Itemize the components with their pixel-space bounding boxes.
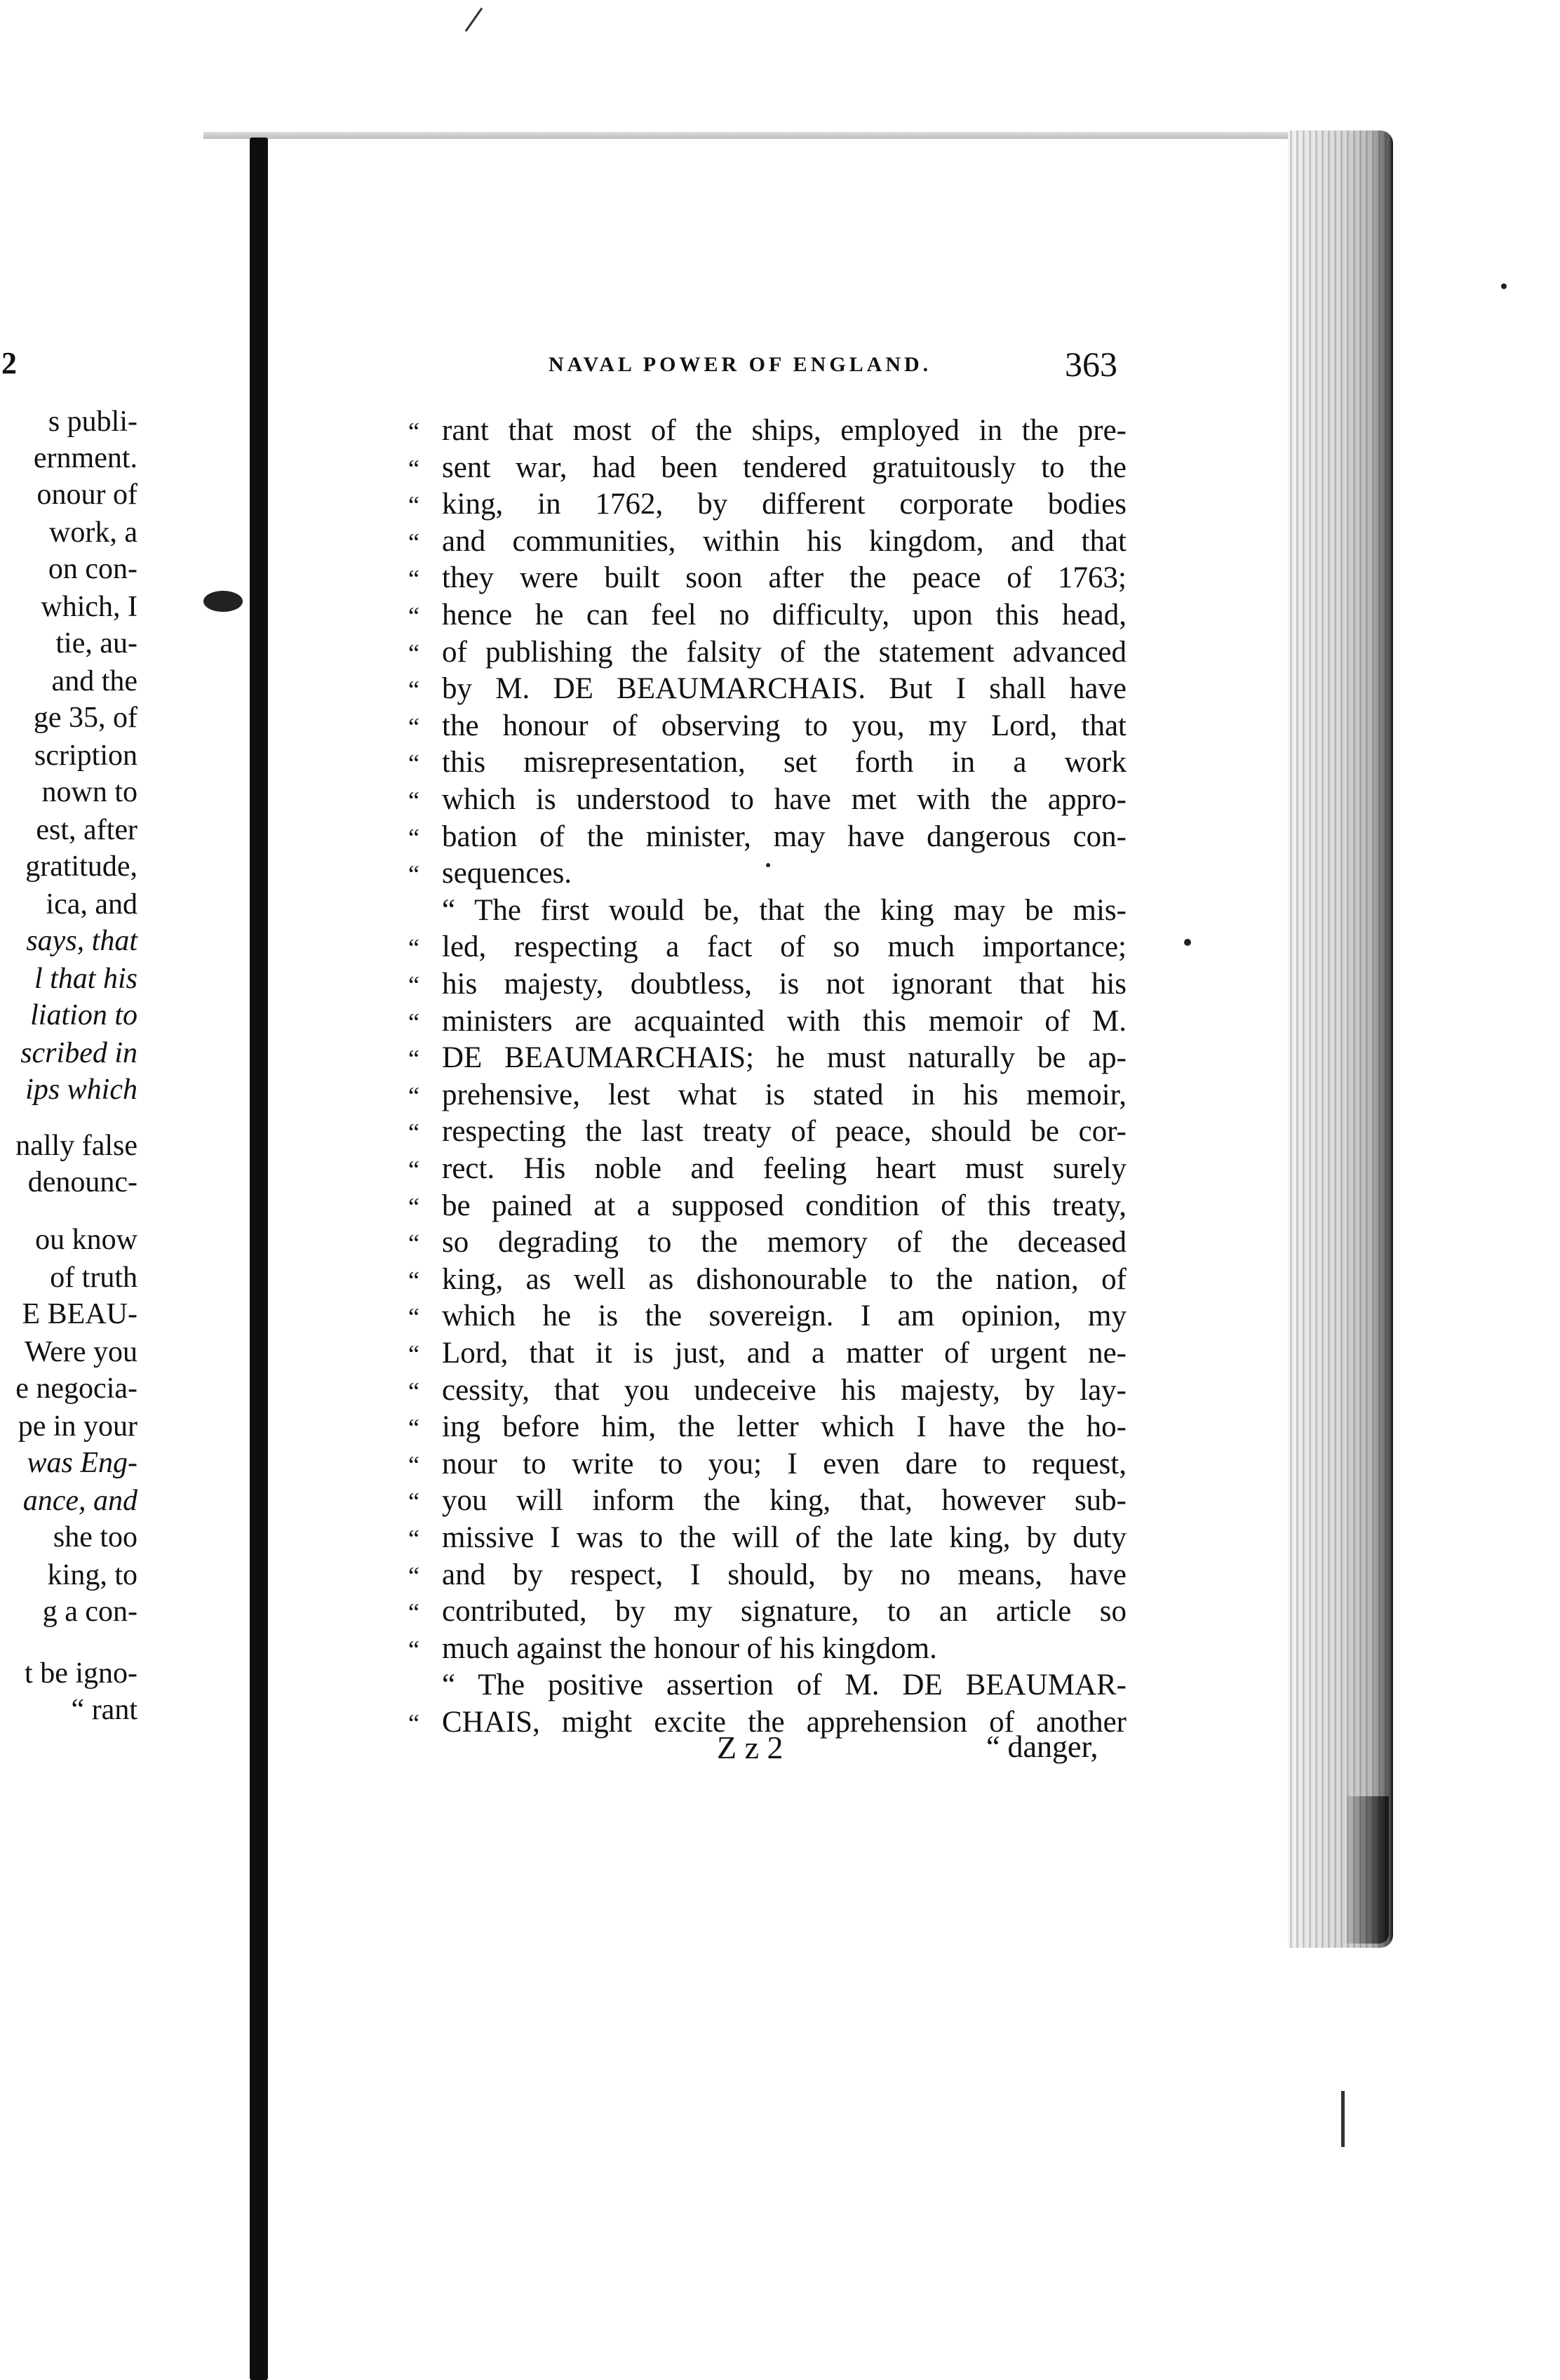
- quote-mark: “: [408, 455, 419, 483]
- body-line-text: sequences.: [442, 857, 572, 890]
- ink-speck: [1184, 939, 1191, 946]
- quote-mark: “: [408, 1340, 419, 1368]
- quote-mark: “: [408, 528, 419, 556]
- gutter-spine-shadow: [250, 138, 268, 2380]
- left-page-line: denounc-: [27, 1166, 137, 1198]
- body-line: [408, 1338, 1127, 1368]
- body-line-text: king, as well as dishonourable to the nation, of: [442, 1263, 1127, 1296]
- quote-mark: “: [408, 1082, 419, 1110]
- body-line-text: “ The positive assertion of M. DE BEAUMAR-: [442, 1669, 1127, 1702]
- body-line: [408, 1375, 1127, 1405]
- body-line-text: which he is the sovereign. I am opinion, my: [442, 1299, 1127, 1332]
- quote-mark: “: [408, 491, 419, 519]
- body-line-text: Lord, that it is just, and a matter of urgent ne-: [442, 1337, 1127, 1370]
- quote-mark: “: [408, 1266, 419, 1295]
- body-line-text: and communities, within his kingdom, and that: [442, 525, 1127, 558]
- left-page-line: t be igno-: [25, 1657, 137, 1690]
- body-line-text: sent war, had been tendered gratuitously to the: [442, 451, 1127, 484]
- left-page-line: on con-: [48, 553, 137, 585]
- left-page-line: she too: [53, 1521, 137, 1553]
- left-page-line: work, a: [49, 516, 137, 549]
- left-page-line: ica, and: [46, 888, 137, 921]
- left-page-line: of truth: [50, 1262, 137, 1294]
- quote-mark: “: [408, 1118, 419, 1146]
- quote-mark: “: [408, 1229, 419, 1257]
- quote-mark: “: [408, 934, 419, 962]
- body-line: [408, 1301, 1127, 1331]
- body-line-text: nour to write to you; I even dare to request,: [442, 1448, 1127, 1480]
- quote-mark: “: [408, 1156, 419, 1184]
- body-line-text: much against the honour of his kingdom.: [442, 1632, 937, 1665]
- left-page-line: gratitude,: [25, 850, 137, 883]
- body-line-text: ing before him, the letter which I have the ho-: [442, 1410, 1127, 1443]
- body-line: [408, 1670, 1127, 1700]
- body-line-text: ministers are acquainted with this memoir of M.: [442, 1005, 1127, 1038]
- body-line: [408, 969, 1127, 999]
- quote-mark: “: [408, 565, 419, 593]
- body-line: [408, 1485, 1127, 1516]
- left-page-line: est, after: [36, 814, 137, 846]
- body-line-text: his majesty, doubtless, is not ignorant that his: [442, 968, 1127, 1001]
- left-page-line: king, to: [47, 1559, 137, 1591]
- left-page-fragment: [0, 0, 147, 1824]
- body-line-text: led, respecting a fact of so much importance;: [442, 930, 1127, 963]
- body-line: [408, 747, 1127, 777]
- body-line-text: prehensive, lest what is stated in his memoir,: [442, 1078, 1127, 1111]
- quote-mark: “: [408, 1525, 419, 1553]
- left-page-line: nally false: [15, 1130, 137, 1162]
- body-line-text: king, in 1762, by different corporate bodies: [442, 488, 1127, 521]
- left-page-line: “ rant: [71, 1694, 137, 1726]
- body-line: [408, 1596, 1127, 1626]
- body-line-text: cessity, that you undeceive his majesty, by lay-: [442, 1374, 1127, 1407]
- quote-mark: “: [408, 1709, 419, 1737]
- top-edge-rule: [203, 132, 1305, 139]
- body-line: [408, 453, 1127, 483]
- body-line-text: so degrading to the memory of the deceased: [442, 1226, 1127, 1259]
- quote-mark: “: [408, 787, 419, 815]
- body-line: [408, 1080, 1127, 1110]
- quote-mark: “: [408, 824, 419, 852]
- body-line: [408, 822, 1127, 852]
- quote-mark: “: [408, 639, 419, 667]
- body-line: [408, 1227, 1127, 1257]
- quote-mark: “: [408, 1488, 419, 1516]
- body-line: [408, 415, 1127, 446]
- body-line-text: “ The first would be, that the king may be mis-: [442, 894, 1127, 927]
- body-line: [408, 563, 1127, 593]
- body-line-text: respecting the last treaty of peace, should be cor-: [442, 1115, 1127, 1148]
- body-line-text: DE BEAUMARCHAIS; he must naturally be ap-: [442, 1041, 1127, 1074]
- body-line: [408, 1191, 1127, 1221]
- quote-mark: “: [408, 749, 419, 777]
- left-page-line: ge 35, of: [33, 702, 137, 734]
- body-line-text: be pained at a supposed condition of this treaty,: [442, 1189, 1127, 1222]
- body-line: [408, 600, 1127, 630]
- left-page-line: pe in your: [18, 1410, 137, 1443]
- body-line: [408, 674, 1127, 704]
- quote-mark: “: [408, 713, 419, 741]
- quote-mark: “: [408, 1303, 419, 1331]
- left-page-line: E BEAU-: [22, 1298, 137, 1330]
- quote-mark: “: [408, 971, 419, 999]
- body-line: [408, 1449, 1127, 1479]
- body-line-text: bation of the minister, may have dangerous con-: [442, 820, 1127, 853]
- catchword: “ danger,: [986, 1730, 1098, 1764]
- ink-blot: [203, 591, 243, 612]
- body-line: [408, 637, 1127, 667]
- left-page-line: onour of: [36, 479, 137, 511]
- quote-mark: “: [408, 602, 419, 630]
- body-line-text: and by respect, I should, by no means, have: [442, 1558, 1127, 1591]
- body-line: [408, 1523, 1127, 1553]
- ink-speck: [766, 863, 770, 867]
- quote-mark: “: [408, 1562, 419, 1590]
- body-line-text: CHAIS, might excite the apprehension of another: [442, 1706, 1127, 1739]
- left-page-line: says, that: [26, 925, 137, 957]
- body-line-text: hence he can feel no difficulty, upon this head,: [442, 599, 1127, 631]
- scan-mark: [465, 8, 483, 32]
- quote-mark: “: [408, 1414, 419, 1442]
- ink-speck: [1501, 283, 1507, 289]
- body-line: [408, 895, 1127, 925]
- signature-mark: Z z 2: [717, 1730, 784, 1765]
- body-line-text: contributed, by my signature, to an article so: [442, 1595, 1127, 1628]
- left-page-line: tie, au-: [55, 627, 137, 660]
- quote-mark: “: [408, 1045, 419, 1073]
- left-page-line: nown to: [41, 776, 137, 808]
- left-page-line: which, I: [41, 591, 137, 623]
- body-line: [408, 1043, 1127, 1073]
- body-line: [408, 526, 1127, 556]
- page-number: 363: [1065, 345, 1117, 384]
- body-line: [408, 1006, 1127, 1036]
- body-line-text: the honour of observing to you, my Lord, that: [442, 709, 1127, 742]
- left-page-line: ips which: [25, 1074, 137, 1106]
- fore-edge-shadow: [1347, 1796, 1389, 1944]
- left-page-line: ance, and: [22, 1485, 137, 1517]
- body-line: [408, 1116, 1127, 1146]
- quote-mark: “: [408, 1598, 419, 1626]
- quote-mark: “: [408, 1636, 419, 1664]
- left-page-line: liation to: [30, 999, 137, 1031]
- body-line-text: they were built soon after the peace of 1763;: [442, 561, 1127, 594]
- body-line: [408, 1412, 1127, 1442]
- body-line: [408, 932, 1127, 962]
- quote-mark: “: [408, 1008, 419, 1036]
- left-page-line: ou know: [35, 1224, 137, 1256]
- scan-mark: [1341, 2091, 1345, 2147]
- body-line: [408, 784, 1127, 815]
- body-line-text: by M. DE BEAUMARCHAIS. But I shall have: [442, 672, 1127, 705]
- quote-mark: “: [408, 676, 419, 704]
- body-line: [408, 1264, 1127, 1295]
- page-fore-edge: [1288, 131, 1393, 1948]
- body-line-text: this misrepresentation, set forth in a work: [442, 746, 1127, 779]
- quote-mark: “: [408, 417, 419, 446]
- body-line-text: of publishing the falsity of the statement advanced: [442, 636, 1127, 669]
- left-page-line: Were you: [24, 1336, 137, 1368]
- left-page-line: g a con-: [42, 1596, 137, 1628]
- left-page-line: s publi-: [48, 406, 137, 438]
- body-line: [408, 711, 1127, 741]
- body-line: [408, 1633, 1127, 1664]
- left-page-line: scription: [34, 740, 137, 772]
- left-page-line: e negocia-: [15, 1372, 137, 1405]
- body-line-text: missive I was to the will of the late king, by duty: [442, 1521, 1127, 1554]
- quote-mark: “: [408, 1451, 419, 1479]
- left-page-folio: 2: [1, 346, 17, 380]
- left-page-line: and the: [51, 665, 137, 697]
- quote-mark: “: [408, 1377, 419, 1405]
- body-line-text: which is understood to have met with the appro-: [442, 783, 1127, 816]
- body-line: [408, 489, 1127, 519]
- quote-mark: “: [408, 1193, 419, 1221]
- body-line: [408, 1560, 1127, 1590]
- left-page-line: scribed in: [20, 1037, 137, 1069]
- body-line-text: you will inform the king, that, however sub-: [442, 1484, 1127, 1517]
- quote-mark: “: [408, 860, 419, 888]
- left-page-line: l that his: [34, 963, 137, 995]
- left-page-line: was Eng-: [27, 1447, 137, 1479]
- body-line: [408, 1154, 1127, 1184]
- body-line-text: rant that most of the ships, employed in the pre-: [442, 414, 1127, 447]
- left-page-line: ernment.: [33, 442, 137, 474]
- body-line-text: rect. His noble and feeling heart must surely: [442, 1152, 1127, 1185]
- running-head: NAVAL POWER OF ENGLAND.: [549, 353, 932, 376]
